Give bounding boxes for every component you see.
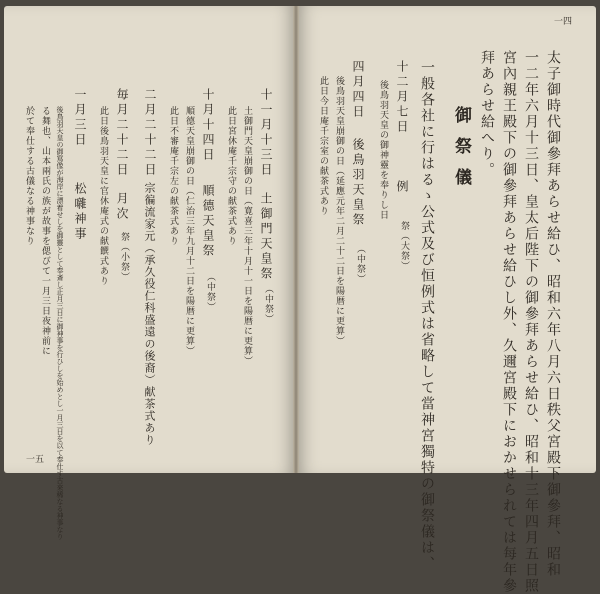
entry-kind: （中祭）	[263, 284, 273, 324]
intro-text: 一般各社に行はるゝ公式及び恒例式は省略して當神宮獨特の御祭儀は、	[419, 60, 435, 572]
entry-name: 後鳥羽天皇祭	[351, 138, 365, 228]
entry-date: 毎月二十二日	[115, 88, 129, 178]
entry-date: 一月三日	[73, 88, 87, 148]
paragraph-line: 一二年六月十三日、皇太后陛下の御參拜あらせ給ひ、昭和十三年四月五日照	[523, 50, 539, 594]
section-heading: 御祭儀	[451, 106, 471, 199]
entry-date: 二月二十二日	[143, 88, 157, 178]
entry-date: 十二月七日	[395, 60, 409, 135]
page-number: 一五	[26, 455, 45, 465]
entry-kind: 祭（大祭）	[399, 221, 409, 271]
entry-note: 後鳥羽天皇崩御の日（延應元年二月二十二日を陽暦に更算）	[334, 76, 344, 346]
entry-date: 四月四日	[351, 60, 365, 120]
paragraph-line: 宮內親王殿下の御參拜あらせ給ひし外、久邇宮殿下におかせられては每年參	[501, 50, 517, 594]
entry-note: 此日不審庵千宗左の献茶式あり	[168, 106, 178, 246]
left-page	[4, 6, 296, 540]
entry-name: 宗徧流家元（承久役仁科盛遠の後裔）献茶式あり	[143, 182, 156, 446]
entry-note: 此日宮休庵千宗守の献茶式あり	[226, 106, 236, 246]
entry-note: 於て奉仕する古儀なる神事なり	[24, 106, 34, 246]
book-gutter	[293, 6, 299, 473]
entry-note: 此日今日庵千宗室の献茶式あり	[318, 76, 328, 216]
entry-kind: （中祭）	[205, 272, 215, 312]
page-number: 一四	[554, 17, 573, 27]
entry-date: 十月十四日	[201, 88, 215, 163]
entry-note: 此日後鳥羽天皇に官休庵式の献饌式あり	[98, 106, 108, 286]
entry-note: 後鳥羽天皇の御寫像が海岸に漂着せしを御靈として奉斎し正月三日に御神事を行ひしを始めとし一月三日を以て奉仕す古來稀なる神事なり	[56, 106, 64, 540]
entry-note: 土御門天皇崩御の日（寛喜三年十月十一日を陽暦に更算）	[242, 106, 252, 366]
entry-note: 順德天皇崩御の日（仁治三年九月十二日を陽暦に更算）	[184, 106, 194, 356]
entry-name: 順德天皇祭	[201, 184, 215, 259]
entry-date: 十一月十三日	[259, 88, 273, 178]
entry-note: 後鳥羽天皇の御神靈を奉りし日	[378, 80, 388, 220]
entry-name: 土御門天皇祭	[259, 192, 273, 282]
right-page	[296, 6, 596, 594]
paragraph-line: 太子御時代御參拜あらせ給ひ、昭和六年八月六日秩父宮殿下御參拜、昭和	[545, 50, 561, 578]
paragraph-line: 拜あらせ給へり。	[479, 50, 495, 178]
entry-name: 松囃神事	[73, 182, 87, 242]
entry-note: る舞也、山本兩氏の族が故事を偲びて一月三日夜神前に	[40, 106, 50, 356]
entry-kind: 祭（小祭）	[119, 232, 129, 282]
entry-name: 月次	[115, 192, 129, 222]
entry-name: 例	[395, 180, 409, 195]
entry-kind: （中祭）	[355, 244, 365, 284]
